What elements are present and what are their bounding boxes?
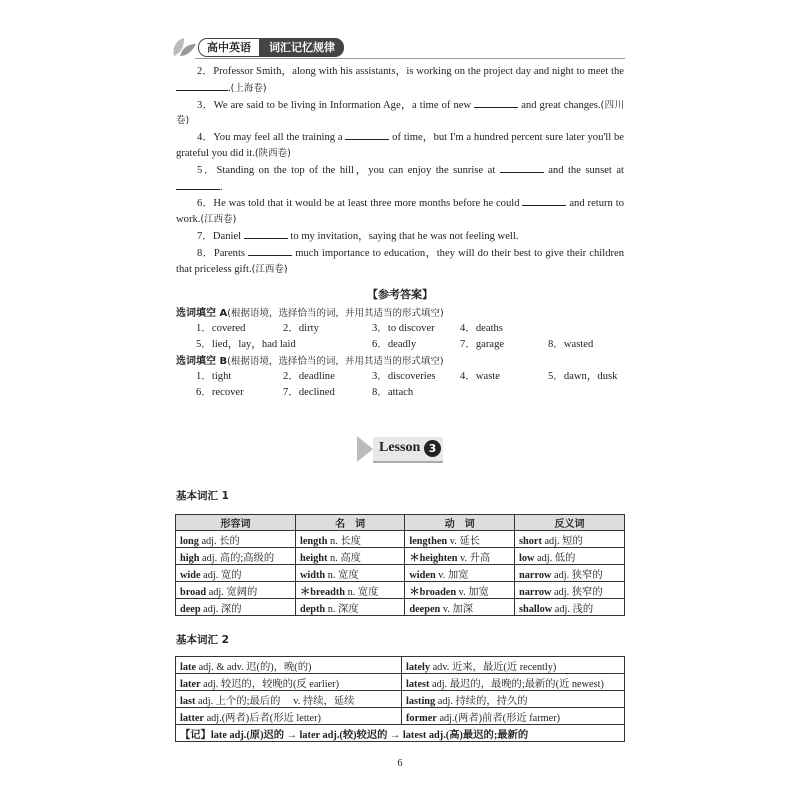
exercise-item: 5．Standing on the top of the hill，you can enjoy the sunrise at and the sunset at .: [176, 162, 624, 196]
table-cell: lengthen v. 延长: [405, 531, 515, 548]
header-divider: [195, 58, 625, 59]
table-cell: latest adj. 最迟的，最晚的;最新的(近 newest): [402, 674, 625, 691]
answer-item: 6．deadly: [372, 339, 417, 350]
table-cell: depth n. 深度: [295, 599, 404, 616]
vocab1-title: 基本词汇 1: [176, 490, 229, 502]
answer-item: 4．deaths: [460, 323, 503, 334]
table-cell: ＊heighten v. 升高: [405, 548, 515, 565]
table-row: [176, 582, 625, 599]
table-cell: former adj.(两者)前者(形近 farmer): [402, 708, 625, 725]
table-cell: deepen v. 加深: [405, 599, 515, 616]
table-cell: lasting adj. 持续的，持久的: [402, 691, 625, 708]
exercise-item: 4．You may feel all the training a of time，but I'm a hundred percent sure later you'll be grateful you did it.(陕西卷): [176, 129, 624, 162]
column-header: 动 词: [405, 515, 515, 531]
table-cell: narrow adj. 狭窄的: [515, 582, 625, 599]
table-row: [176, 531, 625, 548]
page-number: 6: [397, 758, 403, 769]
answer-item: 8．wasted: [548, 339, 594, 350]
table-cell: wide adj. 宽的: [176, 565, 296, 582]
exercise-item: 7．Daniel to my invitation，saying that he was not feeling well.: [176, 228, 624, 245]
vocab2-table: [175, 656, 625, 742]
table-row: [176, 565, 625, 582]
arrow-icon: [357, 436, 373, 462]
answer-item: 2．deadline: [283, 371, 335, 382]
table-row: [176, 725, 625, 742]
exercise-item: 8．Parents much importance to education，they will do their best to give their children that priceless gift.(江西卷): [176, 245, 624, 278]
column-header: 名 词: [295, 515, 404, 531]
answer-blank[interactable]: [522, 195, 566, 206]
exercise-item: 6．He was told that it would be at least three more months before he could and return to work.(江西卷): [176, 195, 624, 228]
page-header: [170, 36, 344, 58]
answer-item: 5．lied，lay，had laid: [196, 339, 296, 350]
column-header: 形容词: [176, 515, 296, 531]
header-subject-tag: 高中英语: [198, 38, 260, 57]
table-cell: latter adj.(两者)后者(形近 letter): [176, 708, 402, 725]
table-cell: low adj. 低的: [515, 548, 625, 565]
vocab1-table: [175, 514, 625, 616]
table-cell: long adj. 长的: [176, 531, 296, 548]
answer-item: 7．declined: [283, 387, 335, 398]
exercise-item: 2．Professor Smith，along with his assistants，is working on the project day and night to meet the .(上海卷): [176, 64, 624, 97]
answer-item: 6．recover: [196, 387, 244, 398]
answer-item: 3．to discover: [372, 323, 435, 334]
lesson-label: Lesson: [379, 440, 421, 455]
answer-row: [196, 384, 626, 400]
table-row: [176, 708, 625, 725]
memory-note: 【记】late adj.(原)迟的 → later adj.(较)较迟的 → latest adj.(高)最迟的;最新的: [176, 725, 625, 742]
table-cell: ＊breadth n. 宽度: [295, 582, 404, 599]
table-row: [176, 657, 625, 674]
answer-item: 1．tight: [196, 371, 232, 382]
table-header-row: [176, 515, 625, 531]
section-a-label: 选词填空 A(根据语境，选择恰当的词，并用其适当的形式填空): [176, 308, 444, 319]
table-row: [176, 691, 625, 708]
answer-item: 5．dawn，dusk: [548, 371, 618, 382]
table-row: [176, 548, 625, 565]
header-topic-tag: 词汇记忆规律: [260, 38, 344, 57]
answer-item: 2．dirty: [283, 323, 319, 334]
table-cell: short adj. 短的: [515, 531, 625, 548]
exercise-item: 3．We are said to be living in Information Age，a time of new and great changes.(四川卷): [176, 97, 624, 130]
table-cell: width n. 宽度: [295, 565, 404, 582]
vocab2-title: 基本词汇 2: [176, 634, 229, 646]
table-cell: shallow adj. 浅的: [515, 599, 625, 616]
answer-item: 8．attach: [372, 387, 414, 398]
table-cell: last adj. 上个的;最后的 v. 持续，延续: [176, 691, 402, 708]
table-cell: late adj. & adv. 迟(的)，晚(的): [176, 657, 402, 674]
lesson-number: 3: [424, 440, 441, 457]
answer-item: 3．discoveries: [372, 371, 436, 382]
answer-item: 7．garage: [460, 339, 505, 350]
answers-title: 【参考答案】: [367, 288, 433, 301]
answer-blank[interactable]: [345, 129, 389, 140]
lesson-banner: [357, 436, 447, 462]
answer-row: [196, 368, 626, 384]
answer-blank[interactable]: [244, 228, 288, 239]
table-cell: broad adj. 宽阔的: [176, 582, 296, 599]
table-row: [176, 674, 625, 691]
exercise-list: [176, 64, 624, 277]
table-cell: length n. 长度: [295, 531, 404, 548]
answer-item: 1．covered: [196, 323, 246, 334]
table-cell: narrow adj. 狭窄的: [515, 565, 625, 582]
answer-row: [196, 336, 626, 352]
table-cell: deep adj. 深的: [176, 599, 296, 616]
section-b-label: 选词填空 B(根据语境，选择恰当的词，并用其适当的形式填空): [176, 356, 444, 367]
leaf-logo-icon: [170, 36, 198, 58]
answer-item: 4．waste: [460, 371, 501, 382]
table-cell: high adj. 高的;高级的: [176, 548, 296, 565]
answer-blank[interactable]: [176, 179, 220, 190]
answer-blank[interactable]: [176, 80, 228, 91]
table-cell: height n. 高度: [295, 548, 404, 565]
table-row: [176, 599, 625, 616]
answer-blank[interactable]: [500, 162, 544, 173]
column-header: 反义词: [515, 515, 625, 531]
answer-blank[interactable]: [248, 245, 292, 256]
table-cell: ＊broaden v. 加宽: [405, 582, 515, 599]
table-cell: later adj. 较迟的，较晚的(反 earlier): [176, 674, 402, 691]
table-cell: lately adv. 近来，最近(近 recently): [402, 657, 625, 674]
answer-row: [196, 320, 626, 336]
table-cell: widen v. 加宽: [405, 565, 515, 582]
answer-blank[interactable]: [474, 97, 518, 108]
